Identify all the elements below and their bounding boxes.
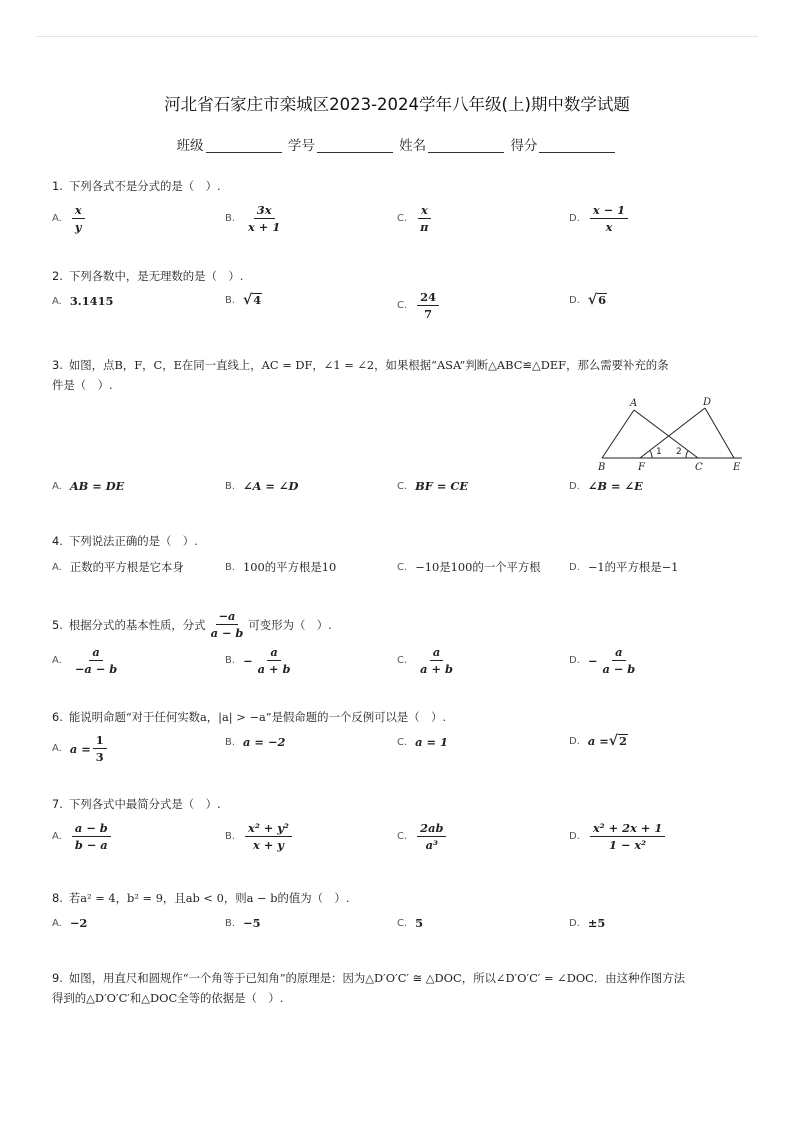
fraction [72,645,120,676]
question-4 [52,531,198,551]
question-6 [52,707,446,727]
question-text: 如图，点B，F，C，E在同一直线上，AC = DF，∠1 = ∠2，如果根据“ASA”判断△ABC≌△DEF，那么需要补充的条 [68,358,669,372]
class-blank [206,152,282,153]
point-e-label: E [733,462,741,472]
q1-option-c [397,203,434,234]
numerator: 2ab [417,821,446,837]
sqrt-expression [588,292,607,308]
q6-option-a [52,733,109,764]
radical-sign: √ [587,292,598,308]
denominator: −a − b [74,662,118,676]
q1-option-a [52,203,87,234]
numerator: a [89,645,102,661]
option-label: D. [569,561,580,573]
option-label: A. [52,213,62,224]
denominator: x + y [253,838,284,852]
option-value: 100的平方根是10 [243,560,337,574]
option-value: a = 1 [415,735,448,749]
question-2 [52,266,243,286]
question-9 [52,968,752,1008]
q6-option-d [569,733,628,749]
question-text-continued: 件是（ ）. [52,378,113,392]
option-value: 正数的平方根是它本身 [69,560,184,574]
numerator: 3x [254,203,275,219]
option-label: C. [397,831,408,842]
numerator: x [418,203,431,219]
option-value: BF = CE [415,479,469,493]
question-number: 6. [52,710,63,724]
option-label: D. [569,917,580,929]
question-text: 下列说法正确的是（ ）. [68,534,198,548]
fraction [245,821,292,852]
name-blank [428,152,504,153]
option-prefix: a = [69,741,91,756]
sqrt-expression [609,733,628,749]
option-value: 5 [415,916,424,930]
option-value: −2 [69,916,88,930]
q1-option-d [569,203,630,234]
numerator: 1 [93,733,107,749]
denominator: a³ [425,838,438,852]
option-label: D. [569,213,580,224]
question-number: 7. [52,797,63,811]
denominator: x [605,220,613,234]
q8-option-b [225,916,261,930]
option-label: A. [52,480,62,492]
numerator: x − 1 [590,203,628,219]
denominator: a − b [210,626,244,640]
geometry-figure [592,396,752,472]
question-number: 5. [52,617,63,632]
radical-sign: √ [608,733,618,749]
question-1 [52,176,221,196]
fraction [208,609,247,640]
denominator: 1 − x² [608,838,647,852]
option-label: C. [397,655,408,666]
sqrt-expression [243,292,262,308]
q4-option-d [569,559,678,575]
denominator: a + b [257,662,291,676]
option-label: D. [569,480,580,492]
radicand: 6 [598,293,607,307]
segment-fd [640,408,705,458]
q2-option-d [569,292,607,308]
question-7 [52,794,221,814]
q5-option-c [397,645,458,676]
question-number: 1. [52,179,63,193]
option-label: D. [569,735,580,747]
q8-option-a [52,916,87,930]
question-text: 若a² = 4，b² = 9，且ab < 0，则a − b的值为（ ）. [68,891,350,905]
numerator: a [612,645,625,661]
numerator: −a [216,609,239,625]
class-label: 班级 [176,138,204,154]
fraction [599,645,638,676]
option-label: A. [52,561,62,573]
fraction [417,821,446,852]
q7-option-a [52,821,113,852]
option-value: ∠A = ∠D [243,479,299,493]
radical-sign: √ [243,292,253,308]
q5-option-b [225,645,295,676]
question-text: 下列各式不是分式的是（ ）. [68,179,221,193]
name-label: 姓名 [399,138,427,154]
q8-option-c [397,916,423,930]
option-label: A. [52,655,62,666]
option-label: B. [225,294,236,306]
denominator: a − b [602,662,636,676]
q3-option-b [225,479,298,493]
option-label: D. [569,655,580,666]
numerator: a [267,645,280,661]
option-label: B. [225,736,236,748]
option-value: 3.1415 [69,294,114,308]
option-label: B. [225,561,236,573]
fraction [255,645,294,676]
radicand: 4 [253,293,262,307]
angle-1-arc [650,451,652,458]
q3-option-a [52,479,124,493]
option-label: A. [52,295,62,307]
question-number: 2. [52,269,63,283]
question-number: 3. [52,358,63,372]
q7-option-d [569,821,667,852]
q6-option-c [397,735,448,749]
angle-2-arc [686,451,688,458]
option-label: C. [397,736,408,748]
numerator: x [72,203,85,219]
numerator: x² + 2x + 1 [590,821,665,837]
q6-option-b [225,735,285,749]
denominator: π [420,220,429,234]
question-text-continued: 得到的△D′O′C′和△DOC全等的依据是（ ）. [52,991,284,1005]
option-value: −10是100的一个平方根 [415,560,541,574]
option-value: −1的平方根是−1 [587,560,679,574]
q5-option-a [52,645,122,676]
question-text: 根据分式的基本性质，分式 [68,617,206,632]
page-title: 河北省石家庄市栾城区2023-2024学年八年级(上)期中数学试题 [164,95,630,114]
option-value: −5 [243,916,261,930]
question-text: 如图，用直尺和圆规作“一个角等于已知角”的原理是：因为△D′O′C′ ≅ △DOC，所以∠D′O′C′ = ∠DOC．由这种作图方法 [68,971,686,985]
q2-option-c [397,290,441,321]
numerator: 24 [417,290,439,306]
option-label: A. [52,917,62,929]
student-info-line [0,134,794,154]
numerator: a − b [72,821,111,837]
option-label: B. [225,917,236,929]
segment-ab [602,410,634,458]
top-divider [36,36,758,37]
q3-option-c [397,479,468,493]
q4-option-b [225,559,336,575]
option-label: C. [397,480,408,492]
segment-ac [634,410,698,458]
question-3 [52,355,752,395]
denominator: 7 [424,307,433,321]
id-blank [317,152,393,153]
option-label: B. [225,831,236,842]
numerator: a [430,645,443,661]
fraction [590,203,628,234]
angle-2-label: 2 [676,447,682,457]
question-text-after: 可变形为（ ）. [248,617,332,632]
option-label: D. [569,831,580,842]
option-prefix: a = [587,734,609,748]
fraction [417,203,431,234]
question-text: 能说明命题“对于任何实数a，|a| > −a”是假命题的一个反例可以是（ ）. [68,710,447,724]
option-label: C. [397,213,408,224]
fraction [72,821,111,852]
q5-option-d [569,645,640,676]
denominator: x + 1 [248,220,281,234]
q3-option-d [569,479,643,493]
point-d-label: D [703,397,712,408]
option-label: C. [397,917,408,929]
question-number: 9. [52,971,63,985]
q4-option-a [52,559,184,575]
option-value: ±5 [587,916,606,930]
score-label: 得分 [510,138,538,154]
fraction [590,821,665,852]
fraction [72,203,85,234]
id-label: 学号 [287,138,315,154]
denominator: b − a [74,838,108,852]
question-number: 4. [52,534,63,548]
option-label: A. [52,743,62,754]
fraction [245,203,283,234]
radicand: 2 [618,734,627,748]
fraction [417,290,439,321]
fraction [417,645,456,676]
option-label: B. [225,655,236,666]
fraction [93,733,107,764]
question-5 [52,609,332,640]
q2-option-a [52,294,113,308]
option-label: C. [397,300,408,311]
point-c-label: C [695,462,703,472]
option-label: A. [52,831,62,842]
option-label: B. [225,213,236,224]
option-label: D. [569,294,580,306]
q1-option-b [225,203,285,234]
denominator: 3 [95,750,104,764]
q2-option-b [225,292,262,308]
option-value: a = −2 [243,735,286,749]
question-text: 下列各式中最简分式是（ ）. [68,797,221,811]
minus-sign: − [587,653,598,668]
point-b-label: B [598,462,606,472]
question-number: 8. [52,891,63,905]
option-label: B. [225,480,236,492]
option-label: C. [397,561,408,573]
question-text: 下列各数中，是无理数的是（ ）. [68,269,244,283]
point-f-label: F [638,462,645,472]
option-value: AB = DE [69,479,125,493]
point-a-label: A [630,398,638,409]
denominator: y [74,220,82,234]
question-8 [52,888,349,908]
angle-1-label: 1 [656,447,662,457]
denominator: a + b [420,662,453,676]
q7-option-c [397,821,448,852]
option-value: ∠B = ∠E [587,479,643,493]
segment-de [705,408,734,458]
score-blank [539,152,615,153]
q4-option-c [397,559,541,575]
q8-option-d [569,916,605,930]
minus-sign: − [243,653,253,668]
q7-option-b [225,821,294,852]
numerator: x² + y² [245,821,292,837]
